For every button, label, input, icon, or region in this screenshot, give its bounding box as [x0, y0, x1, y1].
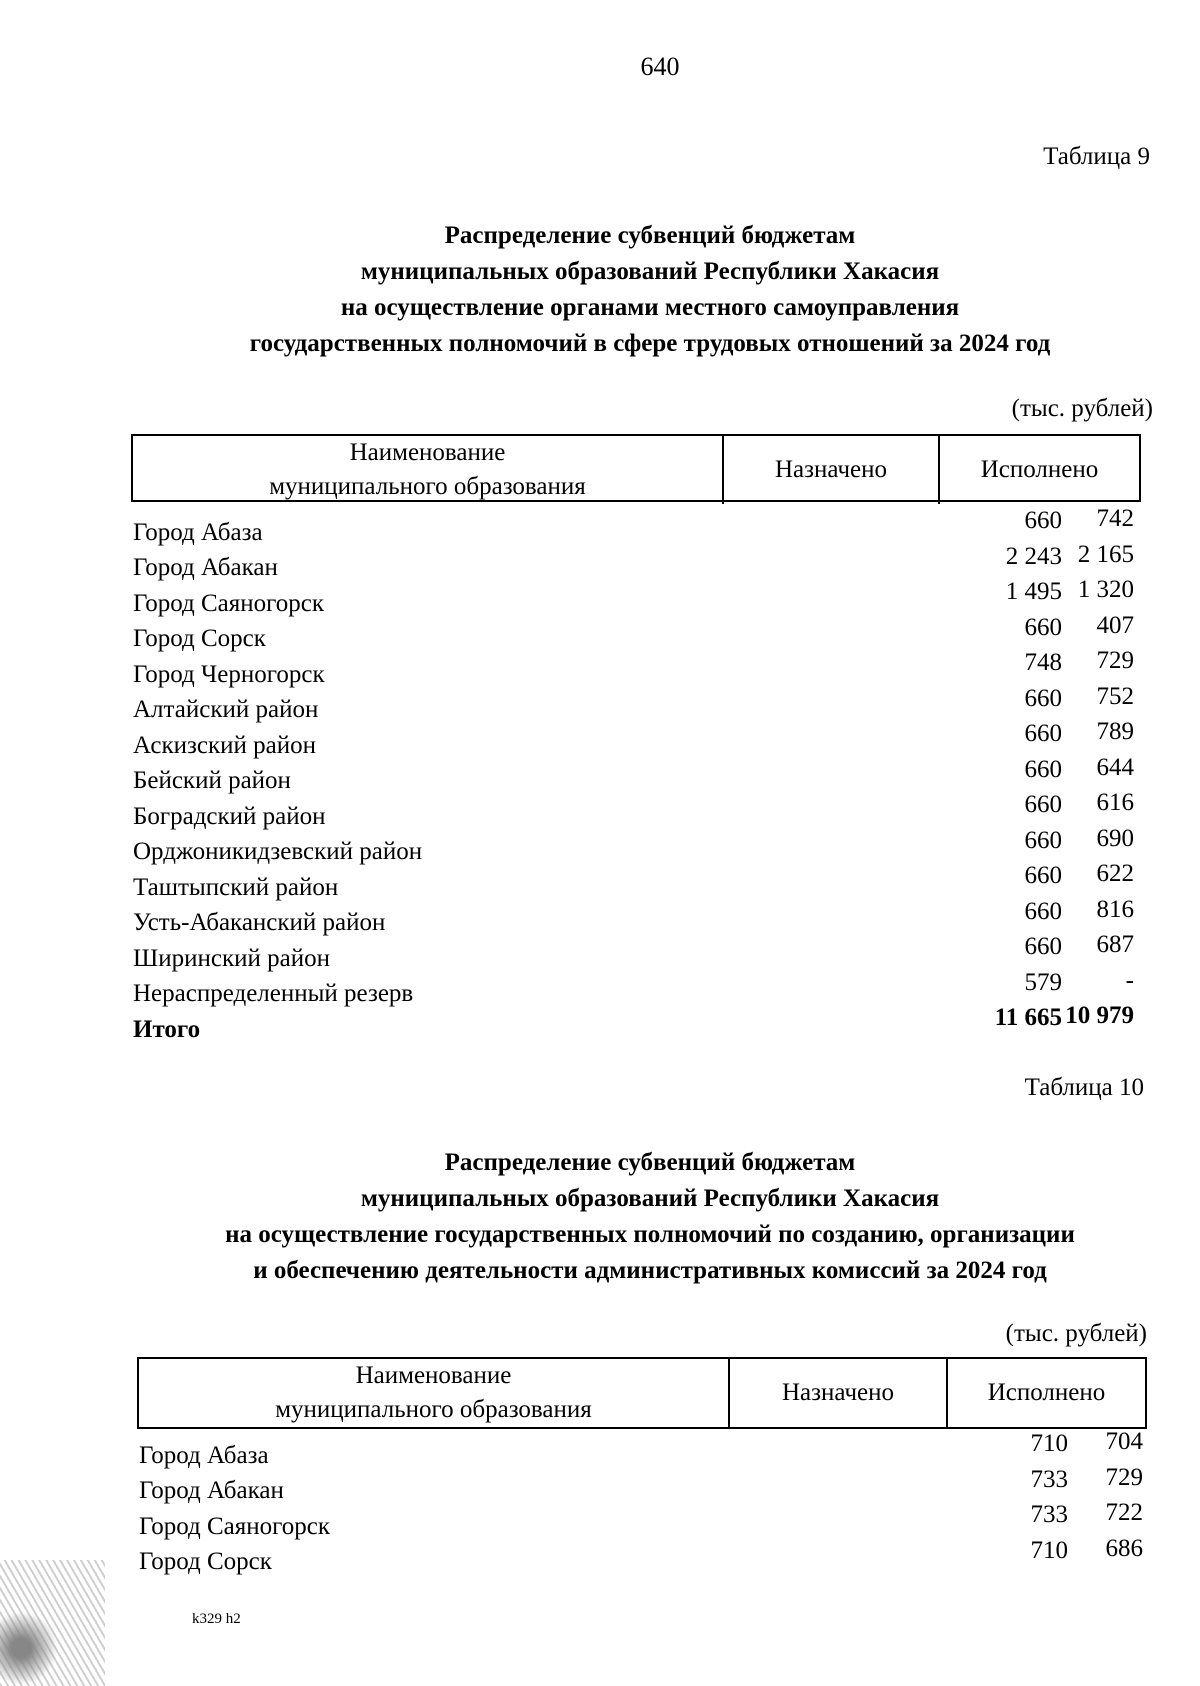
footer-code: k329 h2: [192, 1611, 241, 1627]
table-row: [133, 895, 1134, 938]
executed-value: 687: [1096, 931, 1134, 958]
table9-header: [131, 434, 1141, 502]
municipality-name: Город Абакан: [139, 1477, 284, 1504]
municipality-name: Алтайский район: [133, 696, 319, 723]
municipality-name: Город Черногорск: [133, 660, 325, 688]
table9-header-executed: Исполнено: [938, 436, 1139, 504]
table10-header-executed: Исполнено: [946, 1359, 1145, 1427]
table9-title-line: на осуществление органами местного самоуправления: [340, 294, 960, 321]
executed-value: 742: [1096, 505, 1134, 532]
table9-header-name: Наименование муниципального образования: [269, 439, 586, 500]
table10-label: Таблица 10: [1024, 1074, 1144, 1101]
total-row: [133, 1002, 1134, 1044]
executed-value: 729: [1105, 1463, 1143, 1491]
table-row: [133, 966, 1134, 1009]
municipality-name: Ширинский район: [133, 944, 330, 972]
planned-value: 1 495: [1005, 578, 1062, 605]
table10-header-name: Наименование муниципального образования: [275, 1362, 592, 1423]
scan-artifact: [0, 1560, 105, 1686]
table9-title-line: государственных полномочий в сфере трудовых отношений за 2024 год: [249, 330, 1051, 357]
table10-body: [139, 1428, 1143, 1576]
planned-value: 748: [1024, 649, 1062, 676]
planned-value: 660: [1024, 720, 1062, 747]
table-row: [133, 540, 1134, 583]
planned-value: 11 665: [994, 1004, 1062, 1031]
executed-value: 690: [1096, 824, 1134, 852]
table10-header-planned: Назначено: [728, 1359, 946, 1427]
executed-value: 722: [1105, 1499, 1143, 1526]
table-row: [133, 576, 1134, 618]
municipality-name: Город Саяногорск: [139, 1512, 331, 1540]
executed-value: 2 165: [1077, 540, 1134, 568]
planned-value: 660: [1024, 684, 1062, 712]
table-row: [133, 611, 1134, 654]
municipality-name: Нераспределенный резерв: [133, 980, 414, 1007]
table9-title-line: Распределение субвенций бюджетам: [444, 222, 856, 249]
planned-value: 660: [1024, 933, 1062, 960]
planned-value: 733: [1030, 1465, 1068, 1493]
municipality-name: Город Абакан: [133, 554, 278, 581]
table-row: [133, 824, 1134, 867]
table10-title-line: муниципальных образований Республики Хакасия: [360, 1185, 940, 1212]
planned-value: 710: [1030, 1536, 1068, 1564]
table10-title-line: и обеспечению деятельности административных комиссий за 2024 год: [253, 1257, 1047, 1284]
executed-value: 644: [1096, 753, 1134, 781]
executed-value: 729: [1096, 647, 1134, 674]
table-row: [133, 860, 1134, 902]
executed-value: 10 979: [1065, 1002, 1134, 1029]
municipality-name: Город Сорск: [139, 1548, 272, 1575]
table9-title: [140, 218, 1160, 362]
municipality-name: Город Абаза: [133, 518, 263, 546]
planned-value: 733: [1030, 1501, 1068, 1528]
table-row: [139, 1463, 1143, 1506]
planned-value: 660: [1024, 862, 1062, 889]
table-row: [133, 647, 1134, 689]
table-row: [139, 1428, 1143, 1470]
municipality-name: Орджоникидзевский район: [133, 838, 423, 865]
municipality-name: Аскизский район: [133, 731, 317, 759]
planned-value: 660: [1024, 826, 1062, 854]
table-row: [133, 505, 1134, 547]
table10-title: [140, 1145, 1160, 1289]
municipality-name: Бейский район: [133, 767, 291, 794]
executed-value: 1 320: [1077, 576, 1134, 603]
municipality-name: Таштыпский район: [133, 873, 339, 901]
table10-units: (тыс. рублей): [1005, 1320, 1147, 1347]
planned-value: 660: [1024, 613, 1062, 641]
table9-label: Таблица 9: [1043, 143, 1150, 170]
table9-title-line: муниципальных образований Республики Хакасия: [360, 258, 940, 285]
planned-value: 710: [1030, 1430, 1068, 1457]
planned-value: 660: [1024, 507, 1062, 534]
page-number: 640: [640, 52, 680, 81]
table-row: [133, 753, 1134, 796]
planned-value: 660: [1024, 791, 1062, 818]
table-row: [133, 789, 1134, 831]
municipality-name: Город Саяногорск: [133, 589, 325, 617]
executed-value: 622: [1096, 860, 1134, 887]
executed-value: 616: [1096, 789, 1134, 816]
executed-value: 816: [1096, 895, 1134, 923]
table-row: [133, 931, 1134, 973]
table9-body: [133, 505, 1134, 1044]
executed-value: 407: [1096, 611, 1134, 639]
table9-header-planned: Назначено: [722, 436, 938, 504]
executed-value: 752: [1096, 682, 1134, 710]
municipality-name: Боградский район: [133, 802, 326, 830]
planned-value: 2 243: [1005, 542, 1062, 570]
table-row: [139, 1534, 1143, 1577]
table10-title-line: Распределение субвенций бюджетам: [444, 1149, 856, 1176]
planned-value: 579: [1024, 968, 1062, 996]
executed-value: 704: [1105, 1428, 1143, 1455]
municipality-name: Город Сорск: [133, 625, 266, 652]
municipality-name: Город Абаза: [139, 1441, 269, 1469]
municipality-name: Усть-Абаканский район: [133, 909, 386, 936]
table9-units: (тыс. рублей): [1011, 395, 1153, 422]
table-row: [133, 718, 1134, 760]
municipality-name: Итого: [133, 1015, 201, 1043]
executed-value: -: [1125, 966, 1134, 994]
table10-header: [137, 1357, 1147, 1429]
table-row: [133, 682, 1134, 725]
planned-value: 660: [1024, 755, 1062, 783]
table-row: [139, 1499, 1143, 1541]
executed-value: 686: [1105, 1534, 1143, 1562]
executed-value: 789: [1096, 718, 1134, 745]
planned-value: 660: [1024, 897, 1062, 925]
table10-title-line: на осуществление государственных полномочий по созданию, организации: [225, 1221, 1075, 1248]
